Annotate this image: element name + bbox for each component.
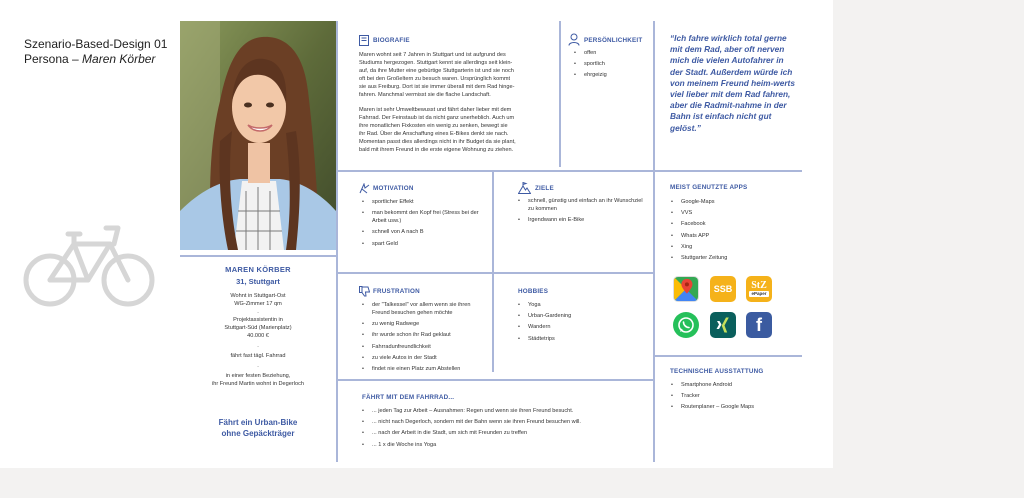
technik-list: [671, 381, 806, 415]
list-item: • offen: [574, 49, 649, 57]
faehrt-title: FÄHRT MIT DEM FAHRRAD...: [362, 394, 455, 401]
frustration-title: FRUSTRATION: [373, 288, 420, 295]
list-item: • Whats APP: [671, 232, 796, 240]
list-item: • schnell, günstig und einfach an ihr Wunschziel zu kommen: [518, 197, 646, 213]
persona-info-line: Stuttgart-Süd (Marienplatz): [224, 325, 292, 331]
xing-icon: [710, 312, 736, 338]
motivation-title: MOTIVATION: [373, 185, 414, 192]
whatsapp-glyph: [677, 316, 695, 334]
thumbs-down-icon: [359, 286, 370, 297]
book-icon: [359, 35, 369, 46]
apps-list: [671, 198, 796, 265]
biografie-para1: Maren wohnt seit 7 Jahren in Stuttgart und ist aufgrund des Studiums hergezogen. Stuttgart kennt sie allerdings seit klein- auf, da ihre Mutter eine gebürtige Stuttgarterin ist und sie noch oft bei den Großeltern zu besuch waren. Ursprünglich kommt sie aus Freiburg. Dort ist sie immer überall mit dem Rad hinge- fahren. Manchmal vermisst sie die flache Landschaft.: [359, 52, 515, 98]
divider: [653, 355, 802, 357]
list-item: • ... 1 x die Woche ins Yoga: [362, 441, 647, 449]
list-item: • schnell von A nach B: [362, 228, 487, 236]
divider: [559, 21, 561, 167]
list-item: • sportlicher Effekt: [362, 198, 487, 206]
list-item: • ... jeden Tag zur Arbeit – Ausnahmen: Regen und wenn sie ihren Freund besucht.: [362, 407, 647, 415]
persona-info-line: .: [257, 363, 259, 369]
google-maps-icon: [673, 276, 699, 302]
persoenlichkeit-list: [574, 49, 649, 83]
list-item: • ... nicht nach Degerloch, sondern mit der Bahn wenn sie ihren Freund besuchen will.: [362, 418, 647, 426]
persona-photo: [180, 21, 336, 250]
list-item: • zu wenig Radwege: [362, 320, 489, 328]
list-item: • Irgendwann ein E-Bike: [518, 216, 646, 224]
list-item: • findet nie einen Platz zum Abstellen: [362, 365, 489, 373]
divider: [653, 21, 655, 462]
persona-info-line: in einer festen Beziehung,: [225, 373, 291, 379]
facebook-icon: f: [746, 312, 772, 338]
biografie-title: BIOGRAFIE: [373, 37, 410, 44]
portrait-image: [180, 21, 336, 250]
doc-title: Szenario-Based-Design 01: [24, 37, 168, 51]
xing-glyph: [714, 316, 732, 334]
list-item: • Facebook: [671, 220, 796, 228]
whatsapp-icon: [673, 312, 699, 338]
biografie-para2: Maren ist sehr Umweltbewusst und fährt daher lieber mit dem Fahrrad. Der Feinstaub ist da nicht ganz unerheblich. Auch um ihre monatlichen Fixkosten ein wenig zu senken, bewegt sie ihr Rad. Über die Anschaffung eines E-Bikes denkt sie nach. Momentan passt dies allerdings nicht in ihr Budget da sie plant, bald mit ihrem Freund in die erste eigene Wohnung zu ziehen.: [359, 107, 516, 153]
google-maps-glyph: [674, 276, 698, 302]
hobbies-title: HOBBIES: [518, 288, 549, 295]
frustration-list: [362, 301, 489, 376]
list-item: • Städtetrips: [518, 335, 646, 343]
list-item: • man bekommt den Kopf frei (Stress bei der Arbeit usw.): [362, 209, 487, 225]
list-item: • VVS: [671, 209, 796, 217]
persona-info-line: fährt fast tägl. Fahrrad: [230, 353, 286, 359]
persona-info-line: ihr Freund Martin wohnt in Degerloch: [211, 381, 305, 387]
mountain-flag-icon: [518, 182, 531, 194]
persona-info-line: Wohnt in Stuttgart-Ost: [230, 293, 286, 299]
list-item: • Tracker: [671, 392, 806, 400]
list-item: • Stuttgarter Zeitung: [671, 254, 796, 262]
person-icon: [568, 33, 580, 46]
persona-quote: “Ich fahre wirklich total gerne mit dem Rad, aber oft nerven mich die vielen Autofahrer in der Stadt. Außerdem würde ich von meinem Freund heim-werts viel lieber mit dem Rad fahren, aber die Radmit-nahme in der Bahn ist einfach nicht gut gelöst.”: [670, 33, 795, 133]
ziele-list: [518, 197, 646, 227]
list-item: • ehrgeizig: [574, 71, 649, 79]
motivation-list: [362, 198, 487, 251]
list-item: • Wandern: [518, 323, 646, 331]
list-item: • Yoga: [518, 301, 646, 309]
ziele-title: ZIELE: [535, 185, 554, 192]
stz-icon: StZ ePaper: [746, 276, 772, 302]
list-item: • Urban-Gardening: [518, 312, 646, 320]
persona-subtitle-name: Maren Körber: [82, 52, 156, 66]
list-item: • Google-Maps: [671, 198, 796, 206]
divider: [180, 255, 336, 257]
list-item: • Xing: [671, 243, 796, 251]
persona-subtitle: Persona – Maren Körber: [24, 52, 156, 66]
apps-title: MEIST GENUTZTE APPS: [670, 184, 748, 191]
hobbies-list: [518, 301, 646, 346]
list-item: • spart Geld: [362, 240, 487, 248]
divider: [336, 379, 653, 381]
persona-age-city: 31, Stuttgart: [236, 277, 280, 286]
divider: [336, 272, 653, 274]
divider: [336, 170, 802, 172]
persoenlichkeit-title: PERSÖNLICHKEIT: [584, 37, 643, 44]
list-item: • sportlich: [574, 60, 649, 68]
list-item: • Routenplaner – Google Maps: [671, 403, 806, 411]
divider: [336, 21, 338, 462]
bicycle-icon: [22, 222, 156, 310]
technik-title: TECHNISCHE AUSSTATTUNG: [670, 368, 764, 375]
motivation-icon: [359, 183, 370, 194]
list-item: • Fahrradunfreundlichkeit: [362, 343, 489, 351]
faehrt-list: [362, 407, 647, 452]
ssb-icon: SSB: [710, 276, 736, 302]
persona-info-line: WG-Zimmer 17 qm: [234, 301, 282, 307]
persona-info-line: .: [257, 309, 259, 315]
list-item: • ihr wurde schon ihr Rad geklaut: [362, 331, 489, 339]
persona-name: MAREN KÖRBER: [225, 265, 291, 274]
list-item: • Smartphone Android: [671, 381, 806, 389]
persona-tagline: Fährt ein Urban-Bike ohne Gepäckträger: [218, 418, 298, 438]
list-item: • zu viele Autos in der Stadt: [362, 354, 489, 362]
persona-info-line: Projektassistentin in: [233, 317, 283, 323]
persona-info-line: 40.000 €: [247, 333, 269, 339]
list-item: • der "Talkessel" vor allem wenn sie ihren Freund besuchen gehen möchte: [362, 301, 489, 317]
list-item: • ... nach der Arbeit in die Stadt, um sich mit Freunden zu treffen: [362, 429, 647, 437]
persona-info-line: .: [257, 343, 259, 349]
